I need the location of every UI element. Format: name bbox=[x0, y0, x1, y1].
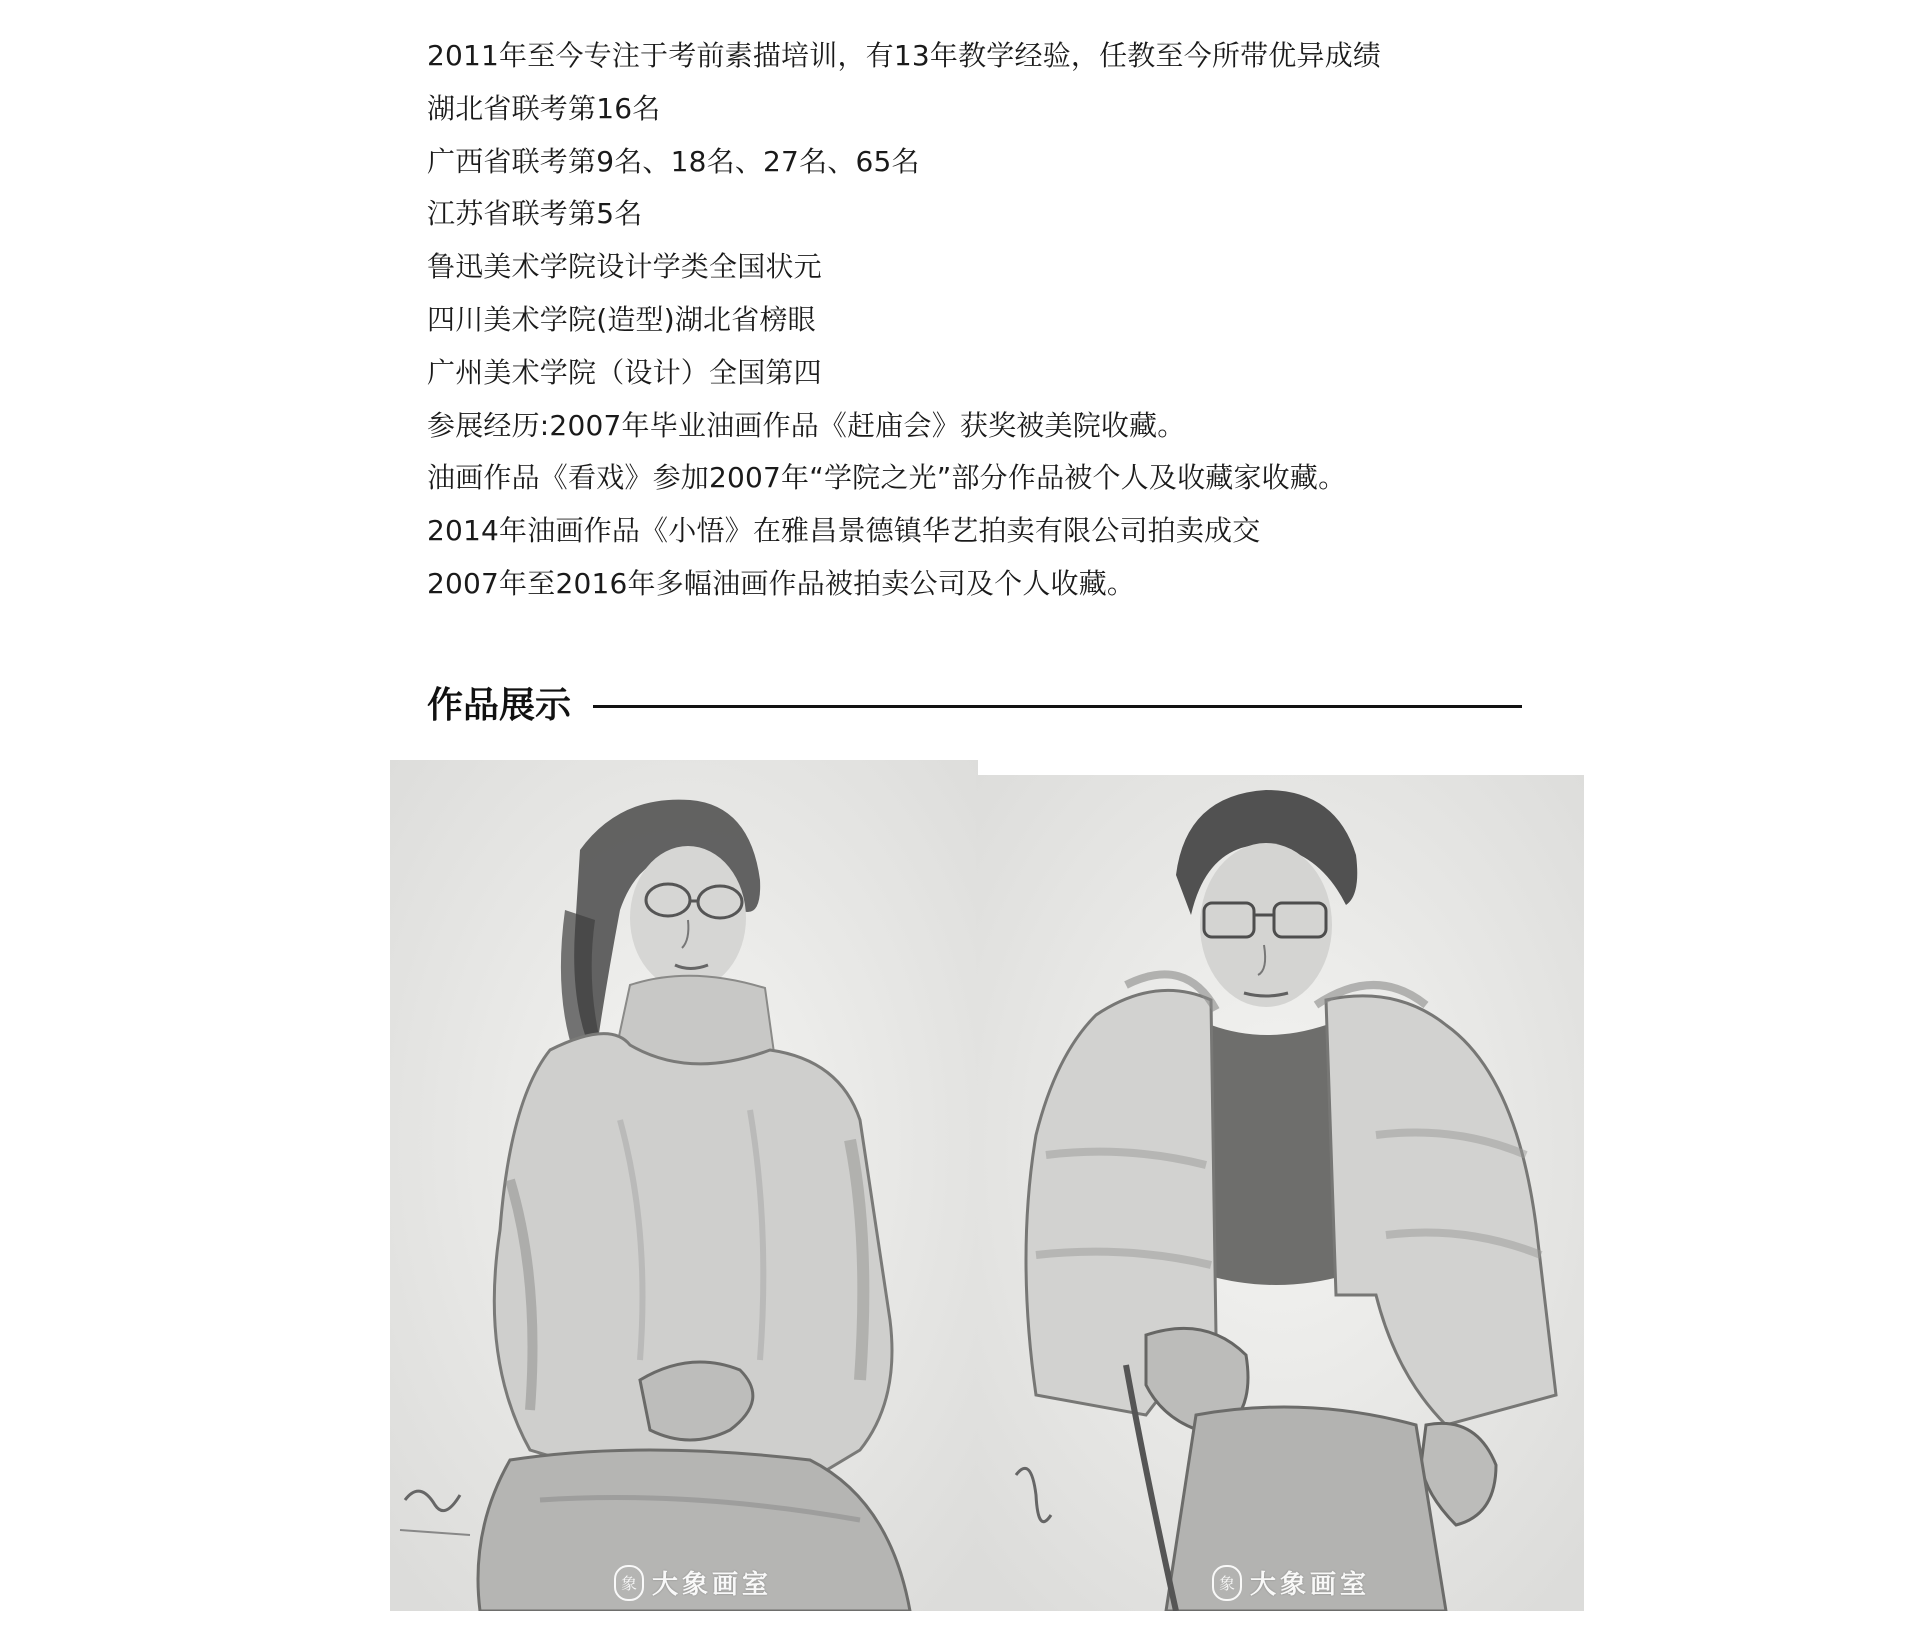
artwork-girl-sketch bbox=[390, 760, 978, 1611]
watermark-logo bbox=[1212, 1564, 1370, 1601]
bio-line: 四川美术学院(造型)湖北省榜眼 bbox=[427, 302, 816, 336]
works-section-header bbox=[427, 682, 1527, 730]
bio-line: 2014年油画作品《小悟》在雅昌景德镇华艺拍卖有限公司拍卖成交 bbox=[427, 514, 1261, 548]
bio-line: 参展经历:2007年毕业油画作品《赶庙会》获奖被美院收藏。 bbox=[427, 408, 1186, 442]
bio-line: 鲁迅美术学院设计学类全国状元 bbox=[427, 250, 822, 284]
bio-line: 广州美术学院（设计）全国第四 bbox=[427, 355, 822, 389]
bio-line: 2007年至2016年多幅油画作品被拍卖公司及个人收藏。 bbox=[427, 566, 1136, 600]
bio-line: 广西省联考第9名、18名、27名、65名 bbox=[427, 144, 920, 178]
bio-line: 湖北省联考第16名 bbox=[427, 91, 661, 125]
boy-sketch-image bbox=[976, 775, 1584, 1611]
artwork-boy-sketch bbox=[976, 775, 1584, 1611]
bio-line: 江苏省联考第5名 bbox=[427, 197, 643, 231]
teacher-bio bbox=[427, 30, 1527, 611]
seal-icon: 象 bbox=[1212, 1565, 1242, 1601]
watermark-text: 大象画室 bbox=[652, 1570, 773, 1600]
bio-line: 油画作品《看戏》参加2007年“学院之光”部分作品被个人及收藏家收藏。 bbox=[427, 461, 1347, 495]
watermark-logo bbox=[614, 1564, 772, 1601]
section-divider bbox=[593, 705, 1522, 708]
girl-sketch-image bbox=[390, 760, 978, 1611]
section-title: 作品展示 bbox=[427, 685, 572, 726]
watermark-text: 大象画室 bbox=[1250, 1570, 1371, 1600]
seal-icon: 象 bbox=[614, 1565, 644, 1601]
bio-line: 2011年至今专注于考前素描培训，有13年教学经验，任教至今所带优异成绩 bbox=[427, 39, 1382, 72]
